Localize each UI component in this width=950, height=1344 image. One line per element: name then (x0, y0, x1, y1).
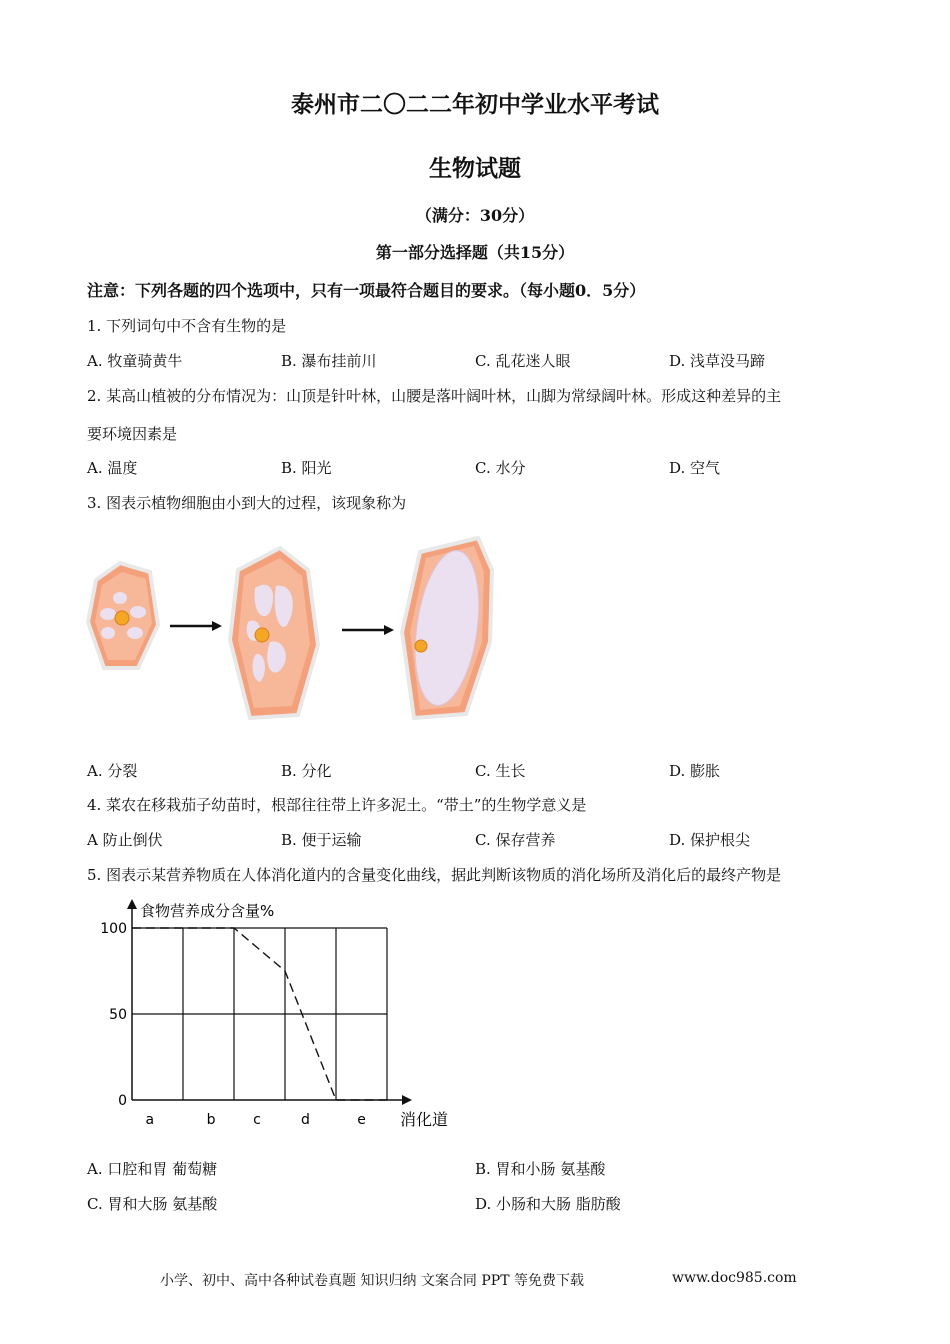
x-tick-label: b (206, 1112, 216, 1128)
x-axis-arrow (402, 1095, 412, 1105)
q4-stem: 4. 菜农在移栽茄子幼苗时，根部往往带上许多泥土。“带土”的生物学意义是 (87, 796, 587, 814)
exam-title: 泰州市二〇二二年初中学业水平考试 (291, 91, 659, 118)
q2-stem-line1: 2. 某高山植被的分布情况为：山顶是针叶林，山腰是落叶阔叶林，山脚为常绿阔叶林。形成这种差异的主 (87, 387, 782, 405)
medium-cell (230, 548, 318, 718)
section-heading: 第一部分选择题（共15分） (375, 243, 575, 262)
q2-option-a: A. 温度 (87, 459, 138, 477)
q3-option-b: B. 分化 (281, 762, 332, 780)
footer-text: 小学、初中、高中各种试卷真题 知识归纳 文案合同 PPT 等免费下载 (160, 1273, 584, 1289)
digestion-curve-chart (90, 895, 470, 1140)
q5-option-b: B. 胃和小肠 氨基酸 (475, 1160, 606, 1178)
y-axis-label: 食物营养成分含量% (140, 902, 275, 920)
q4-option-d: D. 保护根尖 (669, 831, 751, 849)
large-cell (402, 538, 492, 718)
x-tick-label: d (300, 1112, 310, 1128)
q3-option-c: C. 生长 (475, 762, 526, 780)
q4-option-c: C. 保存营养 (475, 831, 556, 849)
q5-stem: 5. 图表示某营养物质在人体消化道内的含量变化曲线，据此判断该物质的消化场所及消化后的最终产物是 (87, 866, 782, 884)
full-score: （满分：30分） (415, 206, 535, 225)
q3-option-d: D. 膨胀 (669, 762, 721, 780)
q1-stem: 1. 下列词句中不含有生物的是 (87, 317, 287, 335)
q3-option-a: A. 分裂 (87, 762, 138, 780)
q5-option-d: D. 小肠和大肠 脂肪酸 (475, 1195, 621, 1213)
plant-cell-growth-figure (80, 530, 510, 730)
q1-option-d: D. 浅草没马蹄 (669, 352, 766, 370)
q2-option-d: D. 空气 (669, 459, 721, 477)
chart-grid (132, 928, 387, 1100)
x-tick-label: a (145, 1112, 155, 1128)
q4-option-b: B. 便于运输 (281, 831, 362, 849)
q2-stem-line2: 要环境因素是 (87, 425, 178, 443)
y-axis-arrow (127, 899, 137, 909)
subject-title: 生物试题 (429, 155, 521, 182)
q2-option-c: C. 水分 (475, 459, 526, 477)
q2-option-b: B. 阳光 (281, 459, 332, 477)
instructions-note: 注意：下列各题的四个选项中，只有一项最符合题目的要求。（每小题0．5分） (87, 281, 646, 300)
y-tick-label: 100 (100, 921, 127, 937)
small-cell (88, 563, 158, 668)
y-tick-label: 50 (109, 1007, 127, 1023)
x-tick-label: c (253, 1112, 261, 1128)
q5-option-a: A. 口腔和胃 葡萄糖 (87, 1160, 218, 1178)
footer-site-link[interactable]: www.doc985.com (672, 1270, 797, 1286)
q1-option-a: A. 牧童骑黄牛 (87, 352, 183, 370)
q3-stem: 3. 图表示植物细胞由小到大的过程，该现象称为 (87, 494, 407, 512)
x-axis-label: 消化道 (400, 1110, 449, 1129)
q1-option-c: C. 乱花迷人眼 (475, 352, 571, 370)
q5-option-c: C. 胃和大肠 氨基酸 (87, 1195, 218, 1213)
q1-option-b: B. 瀑布挂前川 (281, 352, 377, 370)
q4-option-a: A 防止倒伏 (87, 831, 163, 849)
x-tick-label: e (357, 1112, 366, 1128)
y-tick-label: 0 (118, 1093, 127, 1109)
